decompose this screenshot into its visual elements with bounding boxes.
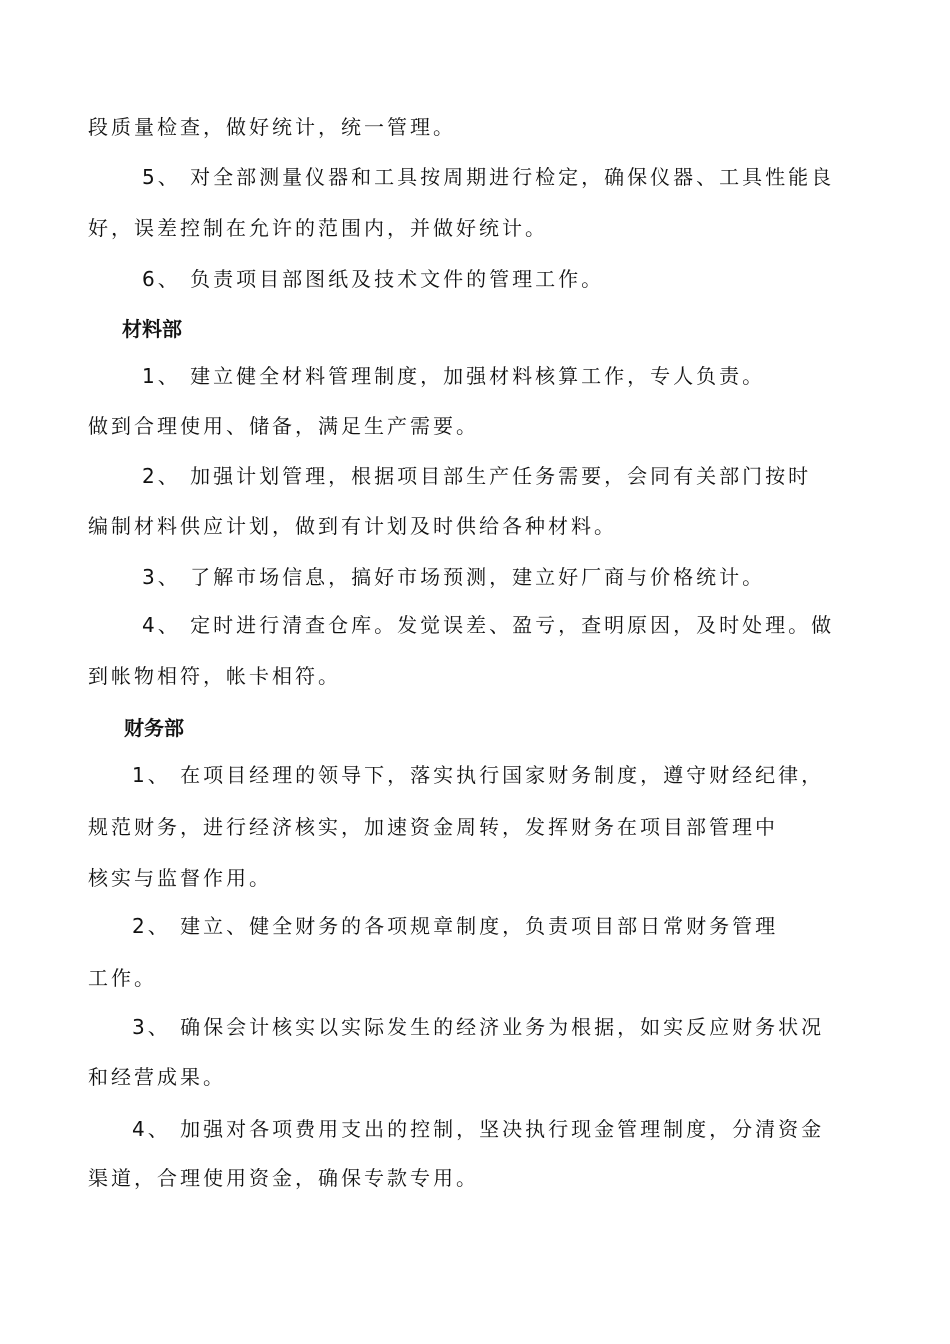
paragraph-line: 做到合理使用、储备，满足生产需要。 — [88, 414, 479, 438]
paragraph-line: 到帐物相符，帐卡相符。 — [88, 664, 341, 688]
section-heading-materials: 材料部 — [122, 317, 182, 341]
list-item-line: 2、 加强计划管理，根据项目部生产任务需要，会同有关部门按时 — [142, 464, 812, 488]
list-item-line: 3、 确保会计核实以实际发生的经济业务为根据，如实反应财务状况 — [132, 1015, 825, 1039]
paragraph-line: 规范财务，进行经济核实，加速资金周转，发挥财务在项目部管理中 — [88, 815, 778, 839]
paragraph-line: 编制材料供应计划，做到有计划及时供给各种材料。 — [88, 514, 617, 538]
list-item-line: 5、 对全部测量仪器和工具按周期进行检定，确保仪器、工具性能良 — [142, 165, 835, 189]
paragraph-line: 和经营成果。 — [88, 1065, 226, 1089]
list-item-line: 6、 负责项目部图纸及技术文件的管理工作。 — [142, 267, 605, 291]
section-heading-finance: 财务部 — [124, 716, 184, 740]
list-item-line: 4、 加强对各项费用支出的控制，坚决执行现金管理制度，分清资金 — [132, 1117, 825, 1141]
list-item-line: 2、 建立、健全财务的各项规章制度，负责项目部日常财务管理 — [132, 914, 779, 938]
list-item-line: 1、 在项目经理的领导下，落实执行国家财务制度，遵守财经纪律， — [132, 763, 825, 787]
paragraph-line: 核实与监督作用。 — [88, 866, 272, 890]
list-item-line: 4、 定时进行清查仓库。发觉误差、盈亏，查明原因，及时处理。做 — [142, 613, 835, 637]
paragraph-line: 段质量检查，做好统计，统一管理。 — [88, 115, 456, 139]
list-item-line: 3、 了解市场信息，搞好市场预测，建立好厂商与价格统计。 — [142, 565, 766, 589]
paragraph-line: 工作。 — [88, 966, 157, 990]
paragraph-line: 渠道，合理使用资金，确保专款专用。 — [88, 1166, 479, 1190]
paragraph-line: 好，误差控制在允许的范围内，并做好统计。 — [88, 216, 548, 240]
list-item-line: 1、 建立健全材料管理制度，加强材料核算工作，专人负责。 — [142, 364, 766, 388]
